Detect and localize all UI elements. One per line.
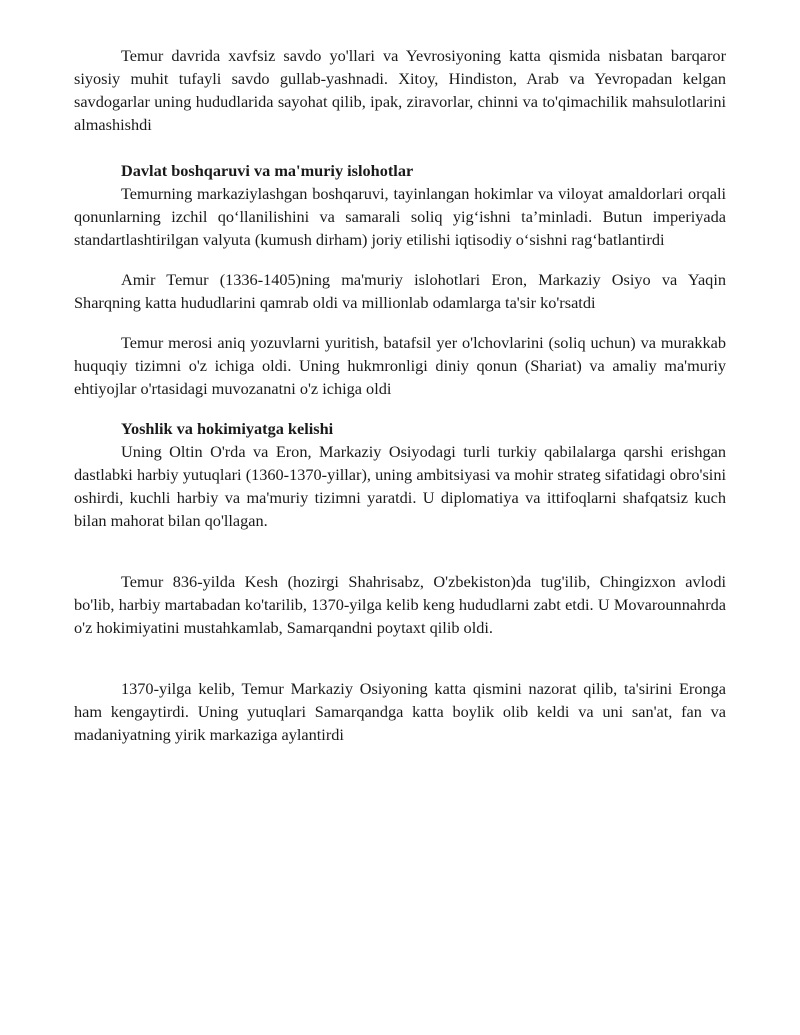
heading-youth: Yoshlik va hokimiyatga kelishi — [121, 419, 334, 438]
paragraph-legacy: Temur merosi aniq yozuvlarni yuritish, batafsil yer o'lchovlarini (soliq uchun) va murakkab huquqiy tizimni o'z ichiga oldi. Uning hukmronligi diniy qonun (Shariat) va amaliy ma'muriy ehtiyojlar o'rtasidagi muvozanatni o'z ichiga oldi — [74, 333, 726, 398]
paragraph-trade: Temur davrida xavfsiz savdo yo'llari va Yevrosiyoning katta qismida nisbatan barqaror siyosiy muhit tufayli savdo gullab-yashnadi. Xitoy, Hindiston, Arab va Yevropadan kelgan savdogarlar uning hududlarida sayohat qilib, ipak, ziravorlar, chinni va to'qimachilik mahsulotlarini almashishdi — [74, 46, 726, 134]
paragraph-governance: Temurning markaziylashgan boshqaruvi, tayinlangan hokimlar va viloyat amaldorlari orqali qonunlarning izchil qo‘llanilishini va samarali soliq yig‘ishni ta’minladi. Butun imperiyada standartlashtirilgan valyuta (kumush dirham) joriy etilishi iqtisodiy o‘sishni rag‘batlantirdi — [74, 184, 726, 249]
heading-governance: Davlat boshqaruvi va ma'muriy islohotlar — [121, 161, 414, 180]
paragraph-military: Uning Oltin O'rda va Eron, Markaziy Osiyodagi turli turkiy qabilalarga qarshi erishgan dastlabki harbiy yutuqlari (1360-1370-yillar), uning ambitsiyasi va mohir strateg sifatidagi obro'sini oshirdi, kuchli harbiy va ma'muriy tizimni yaratdi. U diplomatiya va ittifoqlarni shafqatsiz kuch bilan mahorat bilan qo'llagan. — [74, 442, 726, 530]
paragraph-birth: Temur 836-yilda Kesh (hozirgi Shahrisabz, O'zbekiston)da tug'ilib, Chingizxon avlodi bo'lib, harbiy martabadan ko'tarilib, 1370-yilga kelib keng hududlarni zabt etdi. U Movarounnahrda o'z hokimiyatini mustahkamlab, Samarqandni poytaxt qilib oldi. — [74, 572, 726, 637]
paragraph-control: 1370-yilga kelib, Temur Markaziy Osiyoning katta qismini nazorat qilib, ta'sirini Eronga ham kengaytirdi. Uning yutuqlari Samarqandga katta boylik olib keldi va uni san'at, fan va madaniyatning yirik markaziga aylantirdi — [74, 679, 726, 744]
paragraph-reforms: Amir Temur (1336-1405)ning ma'muriy islohotlari Eron, Markaziy Osiyo va Yaqin Sharqning katta hududlarini qamrab oldi va millionlab odamlarga ta'sir ko'rsatdi — [74, 270, 726, 312]
document-body — [74, 44, 726, 746]
